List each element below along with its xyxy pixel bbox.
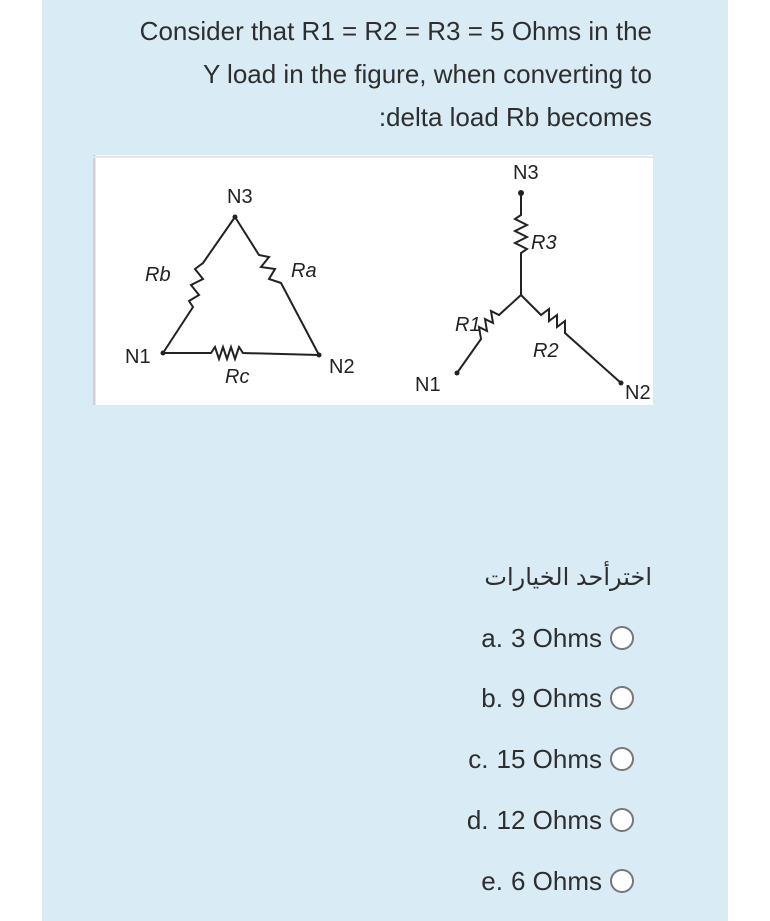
- wye-resistor-r2: [521, 295, 621, 383]
- option-b-radio[interactable]: [610, 686, 634, 710]
- wye-label-n3: N3: [513, 162, 539, 184]
- delta-label-rb: Rb: [145, 264, 171, 286]
- wye-label-n1: N1: [415, 374, 441, 396]
- option-e-text: 6 Ohms: [510, 865, 602, 896]
- question-line-2: Y load in the figure, when converting to: [202, 59, 652, 89]
- delta-resistor-ra: [235, 217, 319, 355]
- circuit-diagram: [93, 155, 653, 405]
- delta-node-n2-dot: [317, 353, 322, 358]
- option-c-prefix: c.: [468, 743, 489, 774]
- delta-node-n1-dot: [161, 351, 166, 356]
- delta-label-rc: Rc: [225, 366, 250, 388]
- option-e-radio[interactable]: [610, 869, 634, 893]
- delta-label-ra: Ra: [291, 260, 317, 282]
- option-d-text: 12 Ohms: [496, 804, 602, 835]
- circuit-figure: [93, 155, 653, 405]
- wye-node-n1-dot: [455, 371, 460, 376]
- wye-label-n2: N2: [625, 382, 651, 404]
- option-d-radio[interactable]: [610, 808, 634, 832]
- option-b[interactable]: [481, 678, 634, 718]
- wye-label-r2: R2: [533, 340, 559, 362]
- question-line-1: Consider that R1 = R2 = R3 = 5 Ohms in the: [139, 16, 652, 46]
- option-e-prefix: e.: [481, 865, 503, 896]
- question-text: [32, 10, 652, 139]
- option-d-prefix: d.: [466, 804, 489, 835]
- option-c[interactable]: [468, 739, 634, 779]
- delta-network: [163, 217, 319, 359]
- option-a-radio[interactable]: [610, 626, 634, 650]
- option-d[interactable]: [467, 800, 634, 840]
- option-a-prefix: a.: [481, 622, 503, 653]
- delta-resistor-rc: [163, 347, 319, 359]
- delta-node-n3-dot: [233, 215, 238, 220]
- wye-node-n2-dot: [619, 381, 624, 386]
- delta-resistor-rb: [163, 217, 235, 353]
- option-c-text: 15 Ohms: [496, 743, 602, 774]
- delta-label-n3: N3: [227, 186, 253, 208]
- option-a[interactable]: [481, 618, 634, 658]
- delta-label-n2: N2: [329, 356, 355, 378]
- question-line-3: :delta load Rb becomes: [378, 102, 652, 132]
- wye-node-n3-dot: [518, 190, 524, 196]
- option-b-text: 9 Ohms: [510, 682, 602, 713]
- wye-label-r1: R1: [455, 314, 481, 336]
- choose-option-label: اخترأحد الخيارات: [484, 564, 652, 591]
- option-e[interactable]: [481, 861, 634, 901]
- wye-resistor-r3: [515, 193, 527, 295]
- delta-label-n1: N1: [125, 346, 151, 368]
- option-c-radio[interactable]: [610, 747, 634, 771]
- option-a-text: 3 Ohms: [510, 622, 602, 653]
- wye-label-r3: R3: [531, 232, 557, 254]
- option-b-prefix: b.: [481, 682, 503, 713]
